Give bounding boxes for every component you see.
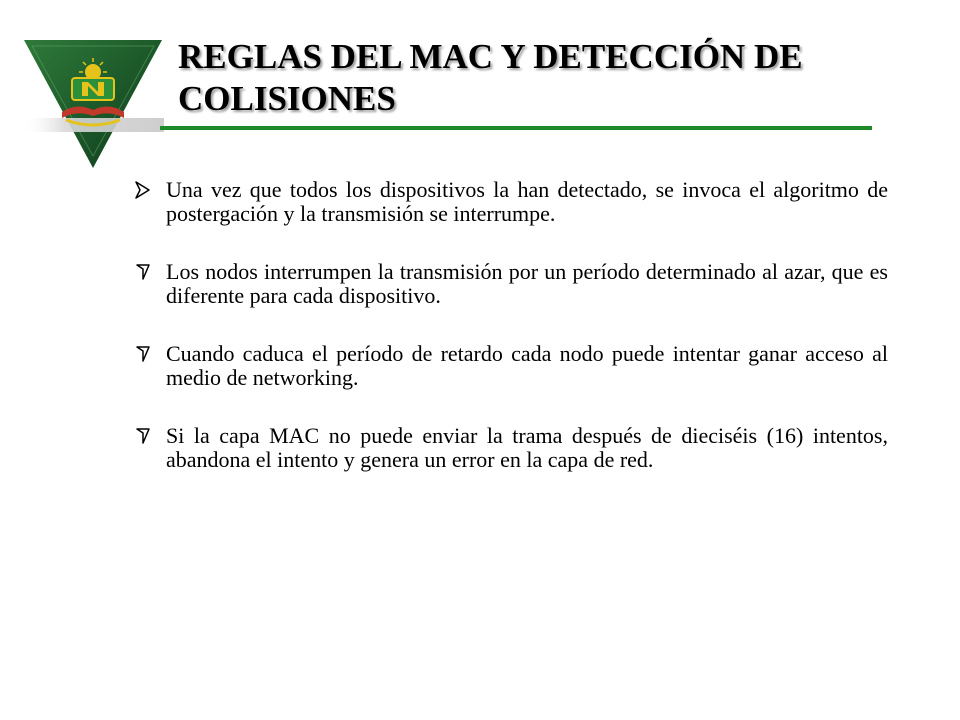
arrowhead-down-icon [134, 343, 152, 365]
university-crest-icon [22, 38, 164, 170]
bullet-item [134, 342, 888, 390]
arrowhead-down-icon [134, 425, 152, 447]
bullet-item [134, 260, 888, 308]
title-underline [160, 126, 872, 130]
bullet-text: Una vez que todos los dispositivos la han detectado, se invoca el algoritmo de postergación y la transmisión se interrumpe. [166, 177, 888, 226]
slide-title-line-2: COLISIONES [178, 79, 396, 118]
bullet-text: Cuando caduca el período de retardo cada nodo puede intentar ganar acceso al medio de networking. [166, 341, 888, 390]
slide-title-line-1: REGLAS DEL MAC Y DETECCIÓN DE [178, 37, 803, 76]
arrowhead-down-icon [134, 261, 152, 283]
bullet-item [134, 178, 888, 226]
bullet-text: Los nodos interrumpen la transmisión por un período determinado al azar, que es diferente para cada dispositivo. [166, 259, 888, 308]
slide-title [178, 36, 878, 120]
arrowhead-right-icon [134, 179, 152, 201]
bullet-list [134, 178, 888, 506]
bullet-text: Si la capa MAC no puede enviar la trama después de dieciséis (16) intentos, abandona el intento y genera un error en la capa de red. [166, 423, 888, 472]
bullet-item [134, 424, 888, 472]
